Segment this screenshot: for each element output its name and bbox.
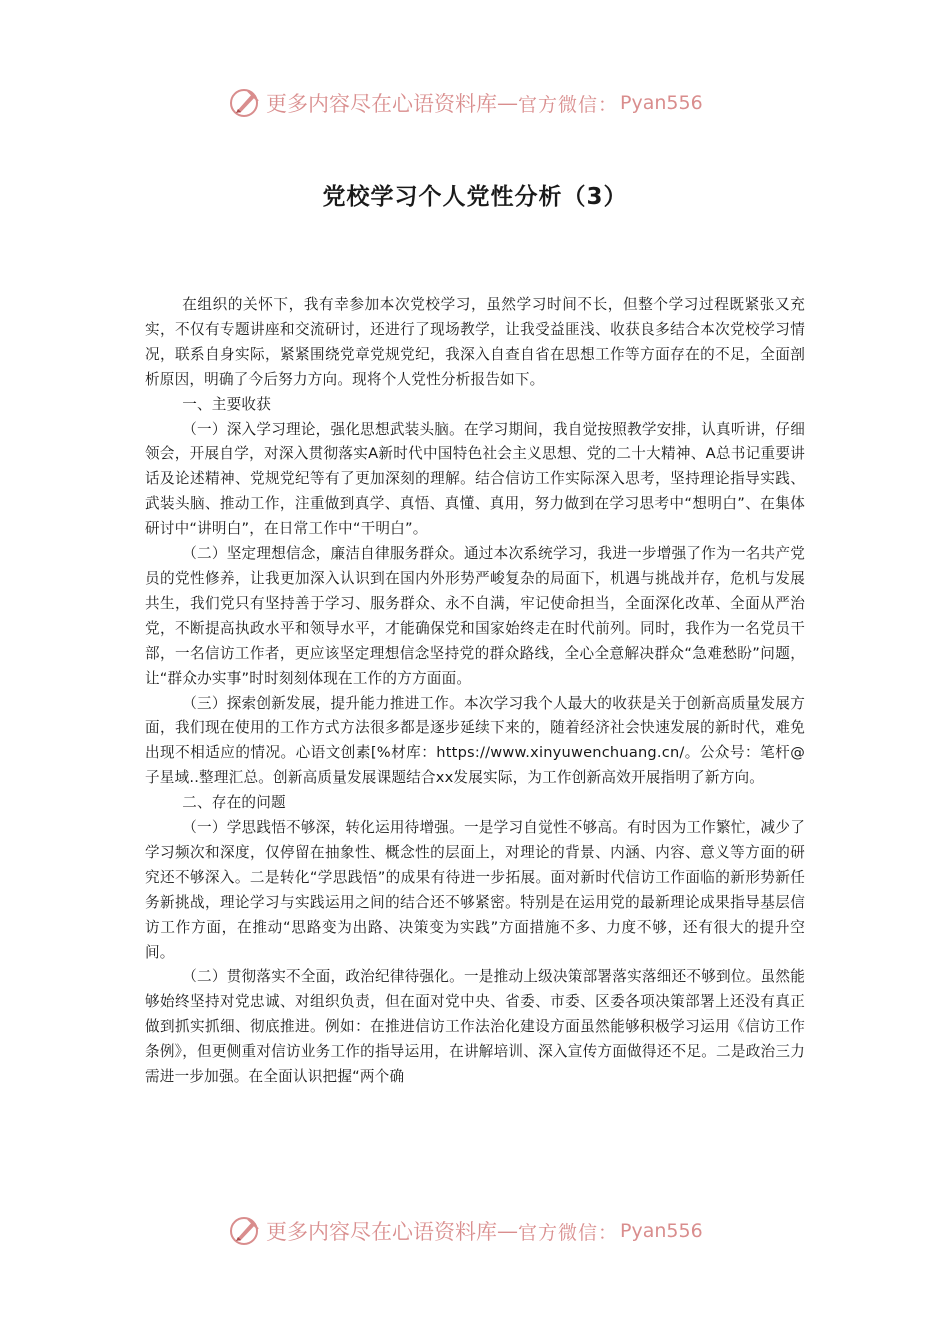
banner-dash: — [497,91,518,115]
pen-logo-icon [228,86,262,120]
paragraph-problem-2: （二）贯彻落实不全面，政治纪律待强化。一是推动上级决策部署落实落细还不够到位。虽然能够始终坚持对党忠诚、对组织负责，但在面对党中央、省委、市委、区委各项决策部署上还没有真正做到抓实抓细、彻底推进。例如：在推进信访工作法治化建设方面虽然能够积极学习运用《信访工作条例》，但更侧重对信访业务工作的指导运用，在讲解培训、深入宣传方面做得还不足。二是政治三力需进一步加强。在全面认识把握“两个确 [145,968,805,1086]
paragraph-gain-2: （二）坚定理想信念，廉洁自律服务群众。通过本次系统学习，我进一步增强了作为一名共产党员的党性修养，让我更加深入认识到在国内外形势严峻复杂的局面下，机遇与挑战并存，危机与发展共生，我们党只有坚持善于学习、服务群众、永不自满，牢记使命担当，全面深化改革、全面从严治党，不断提高执政水平和领导水平，才能确保党和国家始终走在时代前列。同时，我作为一名党员干部，一名信访工作者，更应该坚定理想信念坚持党的群众路线，全心全意解决群众“急难愁盼”问题，让“群众办实事”时时刻刻体现在工作的方方面面。 [145,545,805,687]
section-heading-gains: 一、主要收获 [182,395,271,413]
intro-paragraph: 在组织的关怀下，我有幸参加本次党校学习，虽然学习时间不长，但整个学习过程既紧张又充实，不仅有专题讲座和交流研讨，还进行了现场教学，让我受益匪浅、收获良多结合本次党校学习情况，联系自身实际，紧紧围绕党章党规党纪，我深入自查自省在思想工作等方面存在的不足，全面剖析原因，明确了今后努力方向。现将个人党性分析报告如下。 [145,296,805,388]
paragraph-problem-1: （一）学思践悟不够深，转化运用待增强。一是学习自觉性不够高。有时因为工作繁忙，减少了学习频次和深度，仅停留在抽象性、概念性的层面上，对理论的背景、内涵、内容、意义等方面的研究还不够深入。二是转化“学思践悟”的成果有待进一步拓展。面对新时代信访工作面临的新形势新任务新挑战，理论学习与实践运用之间的结合还不够紧密。特别是在运用党的最新理论成果指导基层信访工作方面，在推动“思路变为出路、决策变为实践”方面措施不多、力度不够，还有很大的提升空间。 [145,819,805,961]
header-watermark-banner [228,83,728,123]
document-body [145,293,805,1090]
banner-sub-text: 官方微信： [518,1221,619,1244]
page-title: 党校学习个人党性分析（3） [322,184,628,210]
banner-sub-text: 官方微信： [518,93,619,116]
footer-watermark-banner [228,1211,728,1251]
banner-main-text: 更多内容尽在心语资料库 [266,92,497,116]
paragraph-gain-3: （三）探索创新发展，提升能力推进工作。本次学习我个人最大的收获是关于创新高质量发展方面，我们现在使用的工作方式方法很多都是逐步延续下来的，随着经济社会快速发展的新时代，难免出现不相适应的情况。心语文创素[%材库：https://www.xinyuwenchuang.cn/。公众号：笔杆@子星域..整理汇总。创新高质量发展课题结合xx发展实际，为工作创新高效开展指明了新方向。 [145,694,805,787]
banner-dash: — [497,1219,518,1243]
banner-wechat-id: Pyan556 [620,92,703,114]
banner-wechat-id: Pyan556 [620,1220,703,1242]
banner-main-text: 更多内容尽在心语资料库 [266,1220,497,1244]
section-heading-problems: 二、存在的问题 [182,794,286,812]
paragraph-gain-1: （一）深入学习理论，强化思想武装头脑。在学习期间，我自觉按照教学安排，认真听讲，仔细领会，开展自学，对深入贯彻落实A新时代中国特色社会主义思想、党的二十大精神、A总书记重要讲话及论述精神、党规党纪等有了更加深刻的理解。结合信访工作实际深入思考，坚持理论指导实践、武装头脑、推动工作，注重做到真学、真悟、真懂、真用，努力做到在学习思考中“想明白”、在集体研讨中“讲明白”，在日常工作中“干明白”。 [145,420,805,538]
pen-logo-icon [228,1214,262,1248]
